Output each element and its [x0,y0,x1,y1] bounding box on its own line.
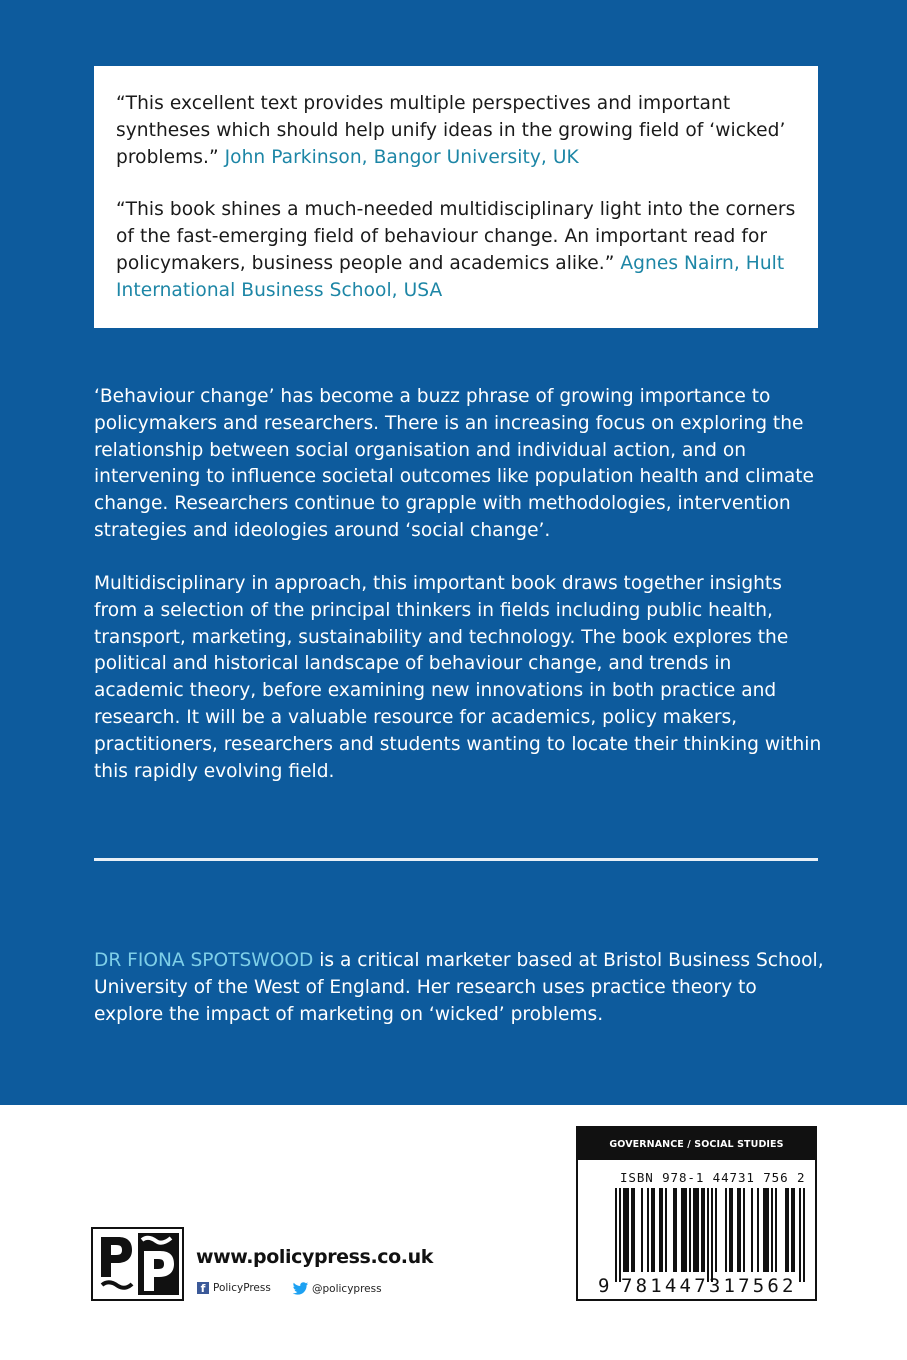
facebook-icon: f [197,1282,209,1294]
isbn-number: ISBN 978-1 44731 756 2 [620,1170,806,1185]
barcode-bar [659,1188,661,1272]
barcode-bar [697,1188,699,1272]
barcode-bar [619,1188,621,1282]
barcode-bar [731,1188,733,1272]
ean-first-digit: 9 [598,1275,610,1297]
barcode-bar [647,1188,649,1272]
barcode-bar [631,1188,633,1272]
barcode-bar [661,1188,663,1272]
barcode-bar [785,1188,787,1272]
twitter-handle: @policypress [312,1283,382,1295]
barcode-bar [771,1188,773,1272]
section-divider [94,858,818,861]
twitter-icon [292,1282,309,1296]
author-bio-text: is a critical marketer based at Bristol Business School, University of the West of England. Her research uses practice theory to explore the impact of marketing on ‘wicked’ problems. [94,950,824,1025]
barcode-bar [765,1188,767,1272]
barcode-bar [623,1188,625,1272]
logo-p-right-icon [138,1233,179,1295]
barcode-bar [689,1188,691,1272]
quote-1-text: “This excellent text provides multiple perspectives and important syntheses which should help unify ideas in the growing field of ‘wicked’ problems.” [116,93,786,168]
barcode-bar [739,1188,741,1272]
barcode-bar [803,1188,805,1282]
blurb-paragraph-1: ‘Behaviour change’ has become a buzz phrase of growing importance to policymakers and researchers. There is an increasing focus on exploring the relationship between social organisation and individual action, and on intervening to influence societal outcomes like population health and climate change. Researchers continue to grapple with methodologies, intervention strategies and ideologies around ‘social change’. [94,386,814,541]
author-bio [94,948,824,1028]
barcode-bar [737,1188,739,1272]
barcode-bar [775,1188,777,1272]
barcode-bar [729,1188,731,1272]
barcode-bar [701,1188,703,1272]
barcode-bar [665,1188,667,1272]
blurb-paragraph-2: Multidisciplinary in approach, this important book draws together insights from a selection of the principal thinkers in fields including public health, transport, marketing, sustainability and technology. The book explores the political and historical landscape of behaviour change, and trends in academic theory, before examining new innovations in both practice and research. It will be a valuable resource for academics, policy makers, practitioners, researchers and students wanting to locate their thinking within this rapidly evolving field. [94,573,822,782]
barcode-bar [787,1188,789,1272]
endorsements-box [94,66,818,328]
barcode-bar [793,1188,795,1272]
publisher-website[interactable]: www.policypress.co.uk [196,1246,433,1268]
quote-1-attribution: John Parkinson, Bangor University, UK [224,146,579,168]
barcode-bar [715,1188,717,1272]
barcode-bar [757,1188,759,1272]
endorsement-quote-1 [116,91,796,171]
barcode-bar [651,1188,653,1272]
barcode-bar [627,1188,629,1272]
facebook-handle: PolicyPress [213,1282,271,1294]
policy-press-logo-icon [91,1227,184,1301]
barcode-bar [685,1188,687,1272]
barcode-bar [693,1188,695,1272]
barcode-bar [625,1188,627,1272]
ean-digits: 781447317562 [621,1275,797,1297]
book-category-label: GOVERNANCE / SOCIAL STUDIES [578,1128,815,1160]
twitter-link[interactable] [292,1282,382,1296]
barcode-bar [703,1188,705,1272]
barcode-bar [673,1188,675,1272]
barcode-bar [711,1188,713,1282]
barcode-bar [767,1188,769,1272]
barcode-bar [799,1188,801,1282]
barcode-bar [751,1188,753,1272]
endorsement-quote-2 [116,197,796,304]
barcode-bar [707,1188,709,1282]
quote-2-attribution: Agnes Nairn, Hult International Business School, USA [116,252,785,301]
barcode-bar [695,1188,697,1272]
barcode-bar [791,1188,793,1272]
barcode-bar [615,1188,617,1282]
barcode-bar [743,1188,745,1272]
barcode-bar [763,1188,765,1272]
quote-2-text: “This book shines a much-needed multidisciplinary light into the corners of the fast-emerging field of behaviour change. An important read for policymakers, business people and academics alike.” [116,199,796,274]
facebook-link[interactable] [197,1282,271,1294]
barcode-bar [681,1188,683,1272]
barcode-bar [633,1188,635,1272]
isbn-barcode-box [576,1126,817,1301]
barcode-bar [641,1188,643,1272]
barcode-bar [683,1188,685,1272]
author-name: DR FIONA SPOTSWOOD [94,950,314,971]
barcode-bar [653,1188,655,1272]
logo-p-left-icon [96,1233,137,1295]
barcode-bar [675,1188,677,1272]
barcode-bar [725,1188,727,1272]
